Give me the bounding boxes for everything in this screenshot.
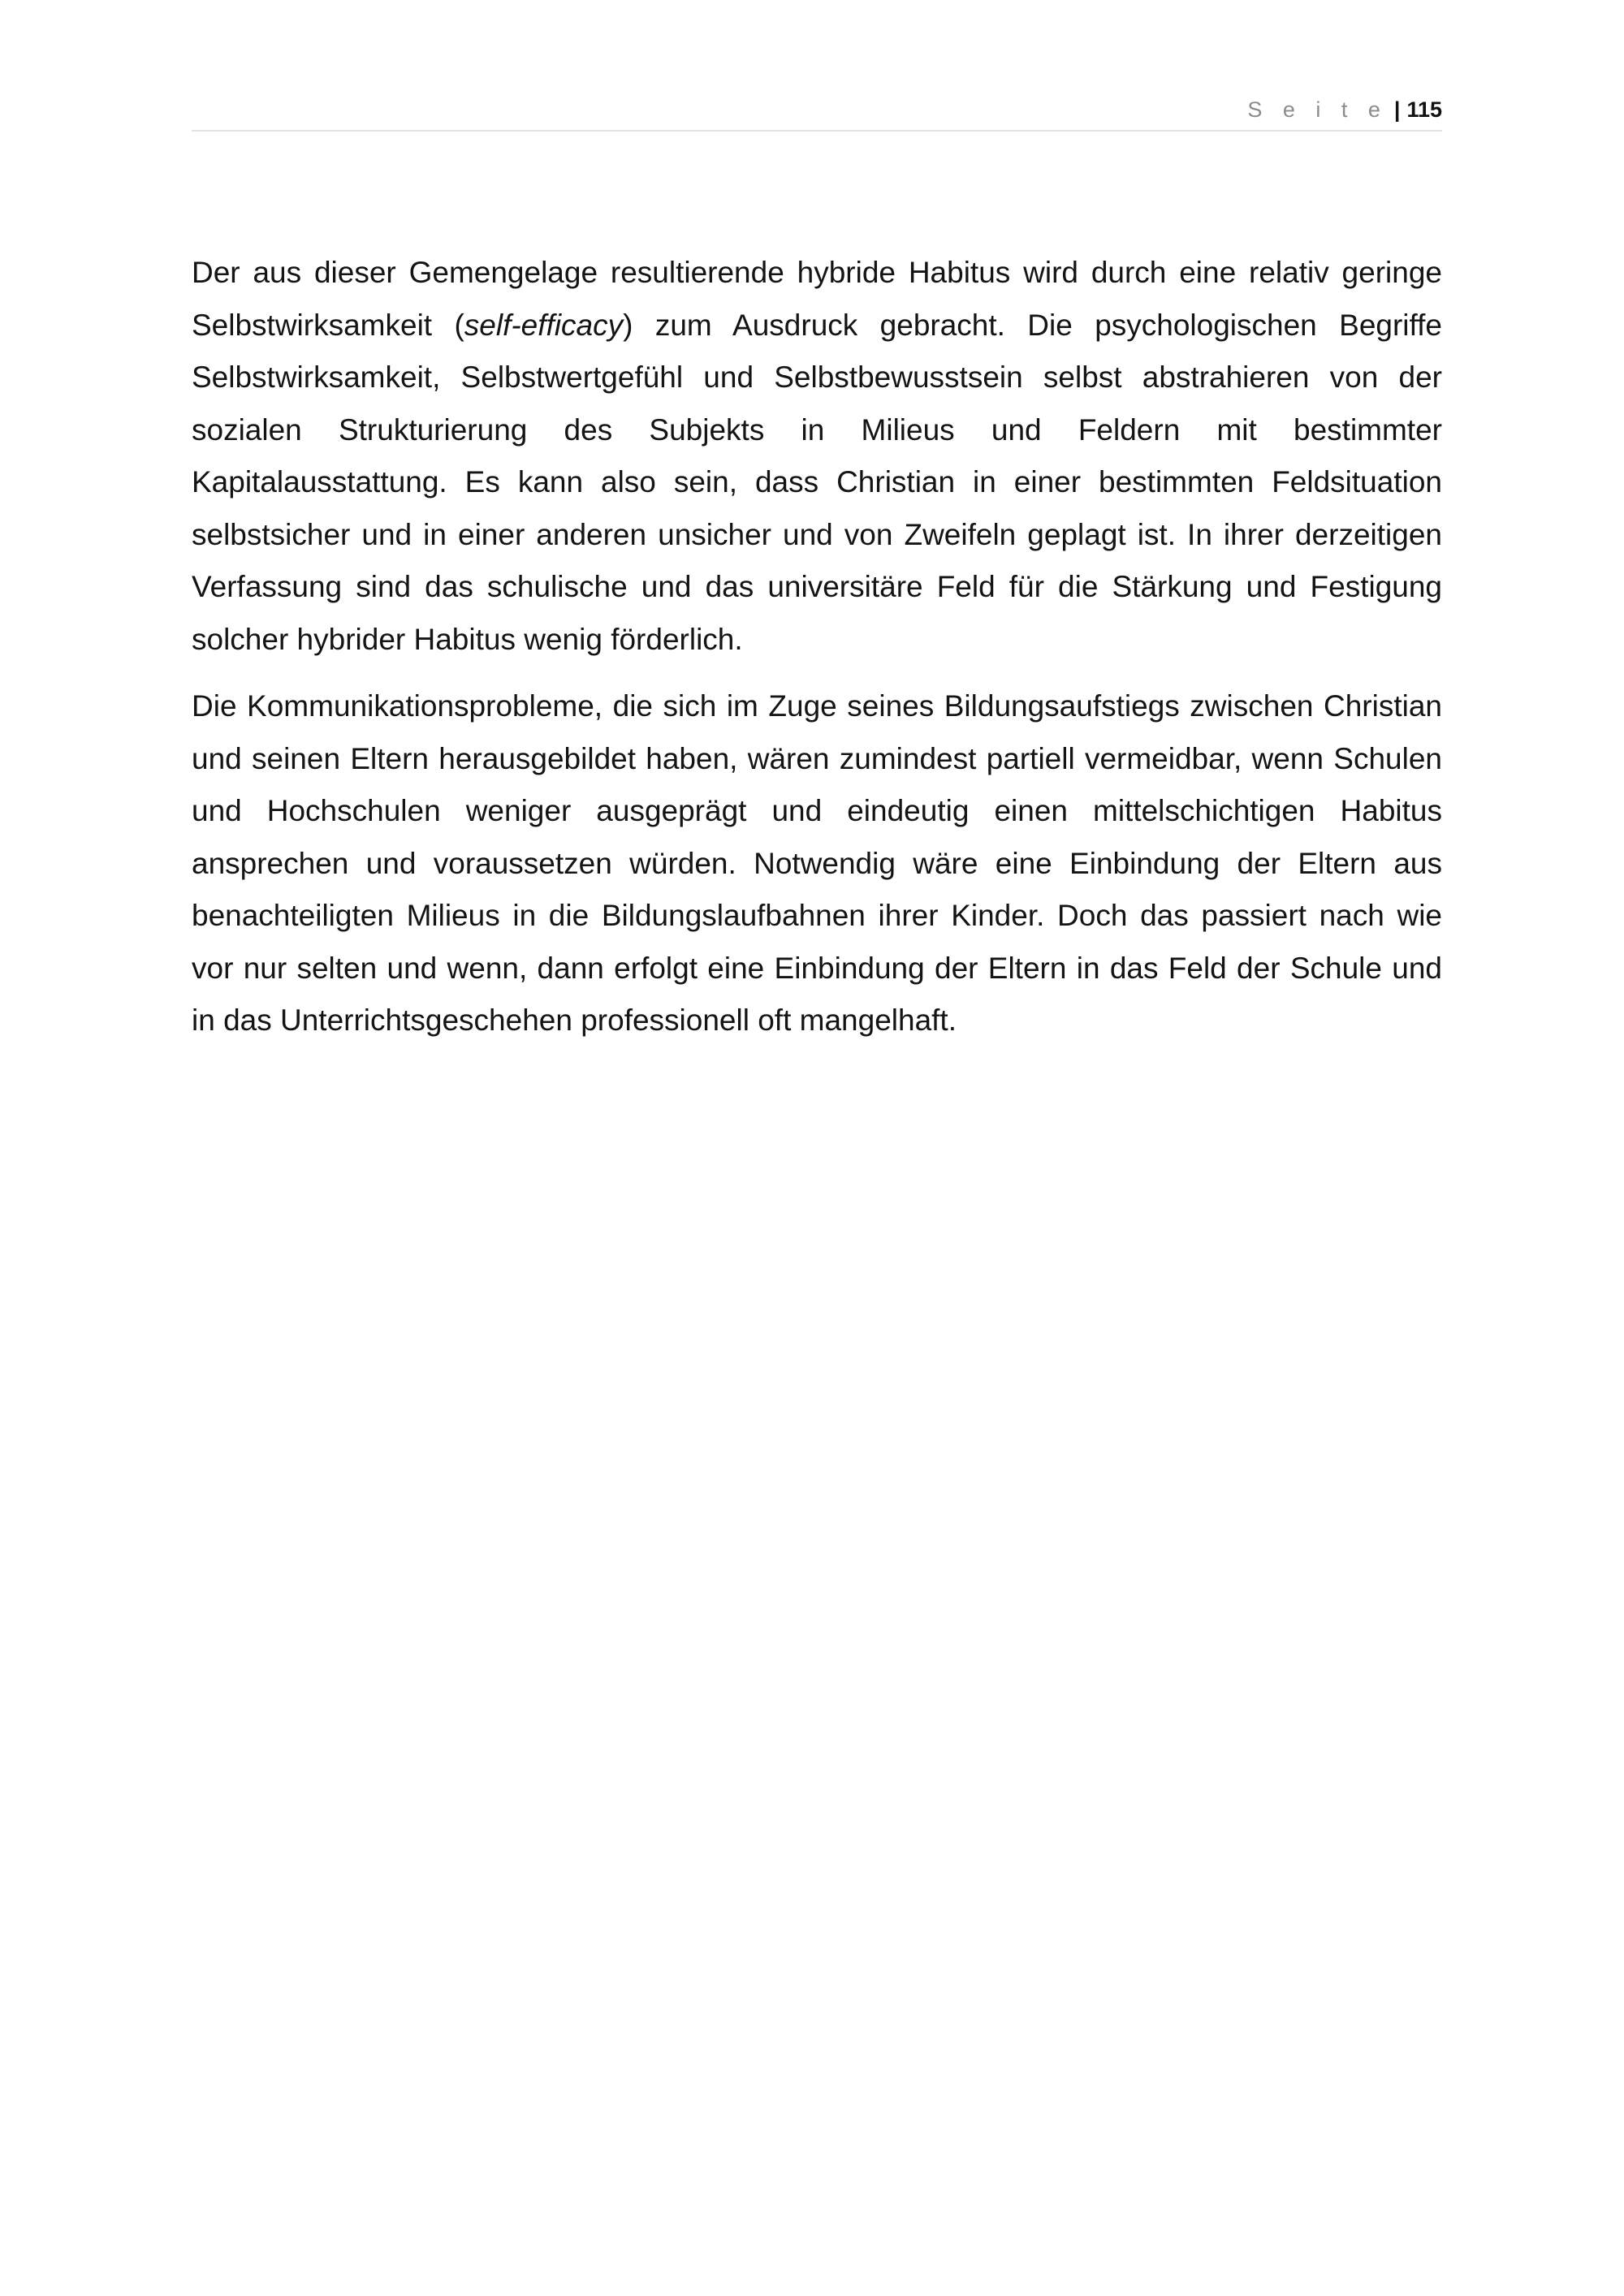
page-label: S e i t e [1247,97,1388,122]
paragraph-2: Die Kommunikationsprobleme, die sich im Zuge seines Bildungsaufstiegs zwischen Christian und seinen Eltern herausgebildet haben, wären zumindest partiell vermeidbar, wenn Schulen und Hochschulen weniger ausgeprägt und eindeutig einen mittelschichtigen Habitus ansprechen und voraussetzen würden. Notwendig wäre eine Einbindung der Eltern aus benachteiligten Milieus in die Bildungslaufbahnen ihrer Kinder. Doch das passiert nach wie vor nur selten und wenn, dann erfolgt eine Einbindung der Eltern in das Feld der Schule und in das Unterrichtsgeschehen professionell oft mangelhaft. [192,689,1442,1037]
paragraph-1-text-start: Der aus dieser Gemengelage resultierende hybride Habitus wird durch eine relativ geringe Selbstwirksamkeit ( [192,256,1442,342]
page-header-inner [1247,96,1442,123]
page-number: 115 [1406,97,1442,122]
paragraph-1-emphasis: self-efficacy [464,308,624,342]
body-text [192,247,1442,1062]
paragraph-1 [192,247,1442,666]
paragraph-1-text-end: ) zum Ausdruck gebracht. Die psychologischen Begriffe Selbstwirksamkeit, Selbstwertgefühl und Selbstbewusstsein selbst abstrahieren von der sozialen Strukturierung des Subjekts in Milieus und Feldern mit bestimmter Kapitalausstattung. Es kann also sein, dass Christian in einer bestimmten Feldsituation selbstsicher und in einer anderen unsicher und von Zweifeln geplagt ist. In ihrer derzeitigen Verfassung sind das schulische und das universitäre Feld für die Stärkung und Festigung solcher hybrider Habitus wenig förderlich. [192,308,1442,656]
page-separator: | [1393,97,1401,122]
page-header [192,91,1442,132]
